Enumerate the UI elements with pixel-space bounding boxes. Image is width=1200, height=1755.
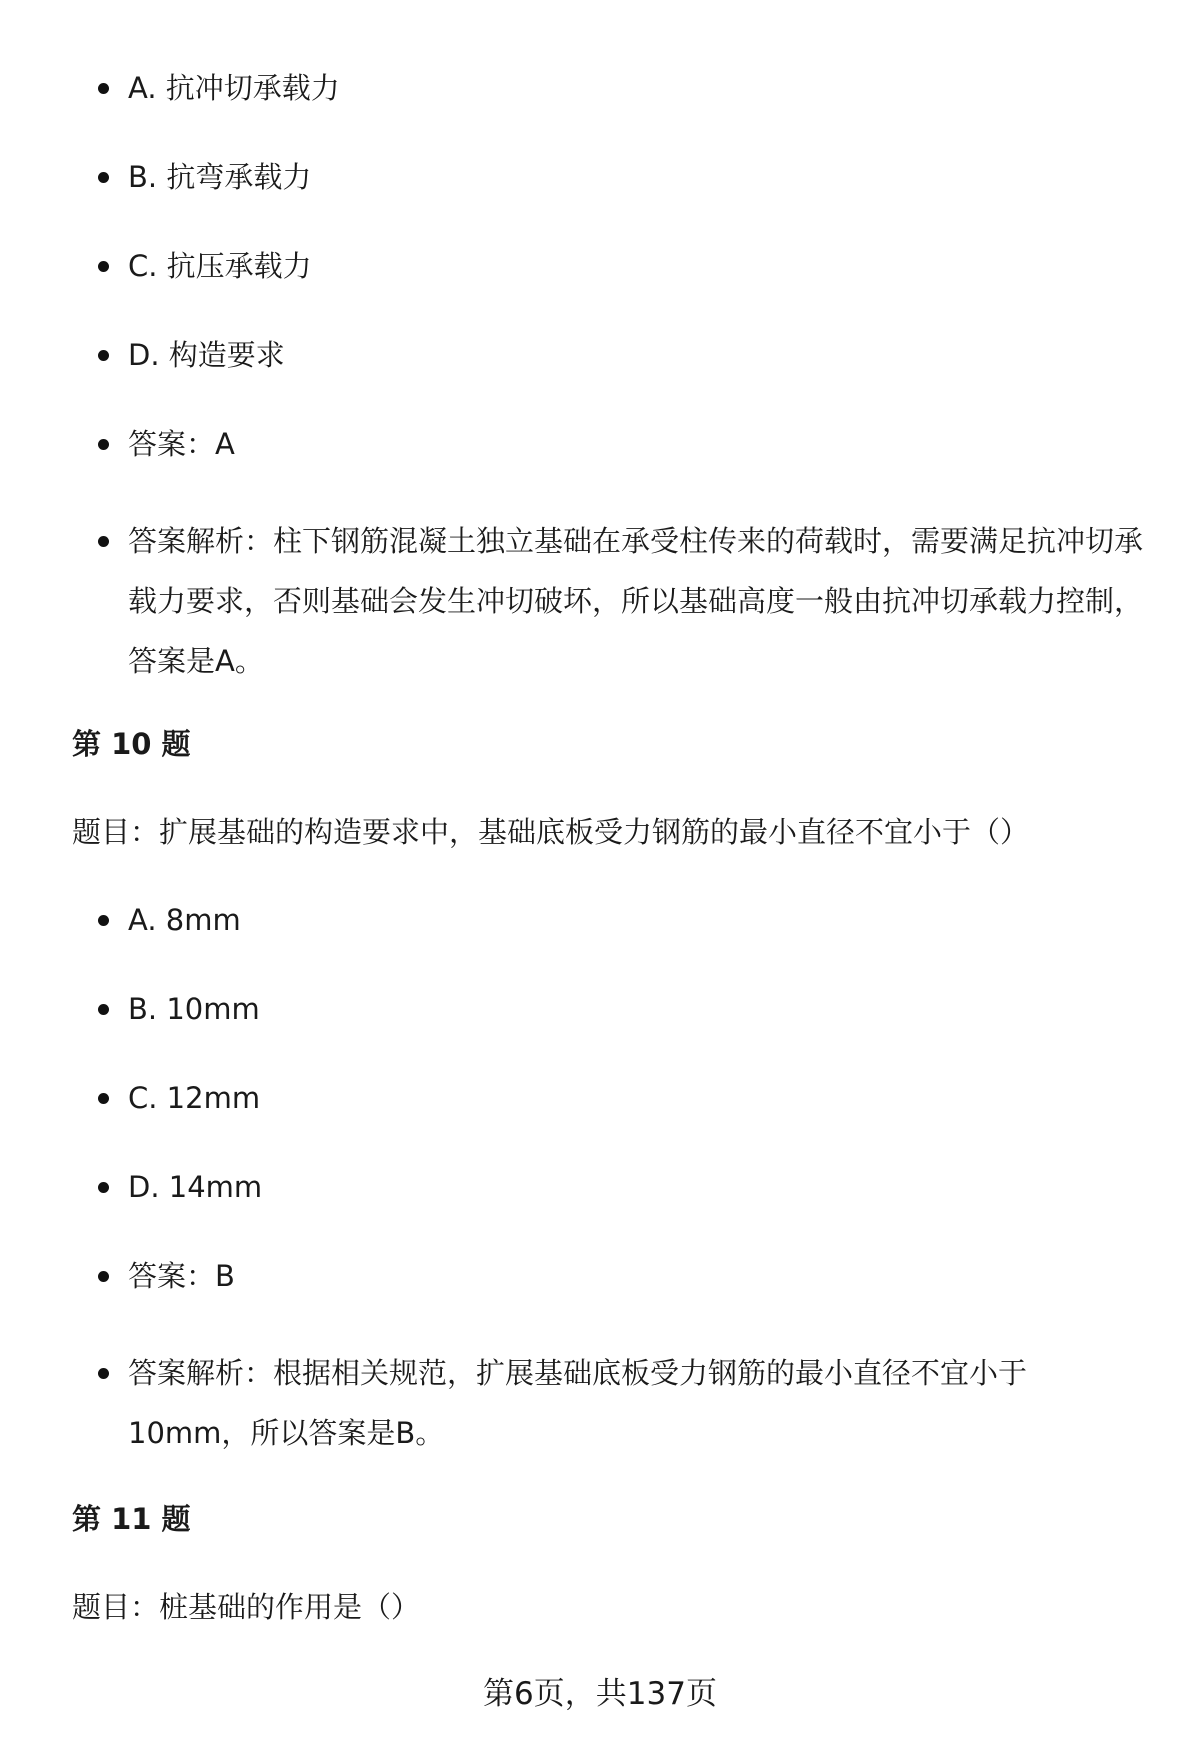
q9-option-d: D. 构造要求	[0, 333, 1200, 377]
q10-analysis: 答案解析：根据相关规范，扩展基础底板受力钢筋的最小直径不宜小于10mm，所以答案是B。	[0, 1343, 1200, 1463]
bullet-icon	[98, 1182, 109, 1193]
q10-option-a: A. 8mm	[0, 898, 1200, 942]
question-10	[0, 722, 1200, 1508]
q10-heading: 第 10 题	[72, 727, 191, 761]
bullet-icon	[98, 83, 109, 94]
q9-option-a: A. 抗冲切承载力	[0, 66, 1200, 110]
bullet-icon	[98, 1093, 109, 1104]
bullet-icon	[98, 439, 109, 450]
bullet-icon	[98, 915, 109, 926]
q10-question: 题目：扩展基础的构造要求中，基础底板受力钢筋的最小直径不宜小于（）	[72, 815, 1030, 849]
q10-option-list	[0, 898, 1200, 1463]
bullet-icon	[98, 1368, 109, 1379]
bullet-icon	[98, 536, 109, 547]
q9-option-c: C. 抗压承载力	[0, 244, 1200, 288]
q10-answer: 答案：B	[0, 1254, 1200, 1298]
bullet-icon	[98, 261, 109, 272]
bullet-icon	[98, 1004, 109, 1015]
bullet-icon	[98, 350, 109, 361]
question-9-continued	[0, 66, 1200, 727]
question-11	[0, 1497, 1200, 1673]
q9-analysis: 答案解析：柱下钢筋混凝土独立基础在承受柱传来的荷载时，需要满足抗冲切承载力要求，否则基础会发生冲切破坏，所以基础高度一般由抗冲切承载力控制，答案是A。	[0, 511, 1200, 691]
bullet-icon	[98, 172, 109, 183]
q9-answer: 答案：A	[0, 422, 1200, 466]
q9-option-b: B. 抗弯承载力	[0, 155, 1200, 199]
q10-option-d: D. 14mm	[0, 1165, 1200, 1209]
page-number-footer: 第6页，共137页	[483, 1676, 717, 1712]
q9-option-list	[0, 66, 1200, 691]
q10-option-b: B. 10mm	[0, 987, 1200, 1031]
q11-question: 题目：桩基础的作用是（）	[72, 1590, 421, 1624]
q10-option-c: C. 12mm	[0, 1076, 1200, 1120]
q11-heading: 第 11 题	[72, 1502, 191, 1536]
bullet-icon	[98, 1271, 109, 1282]
